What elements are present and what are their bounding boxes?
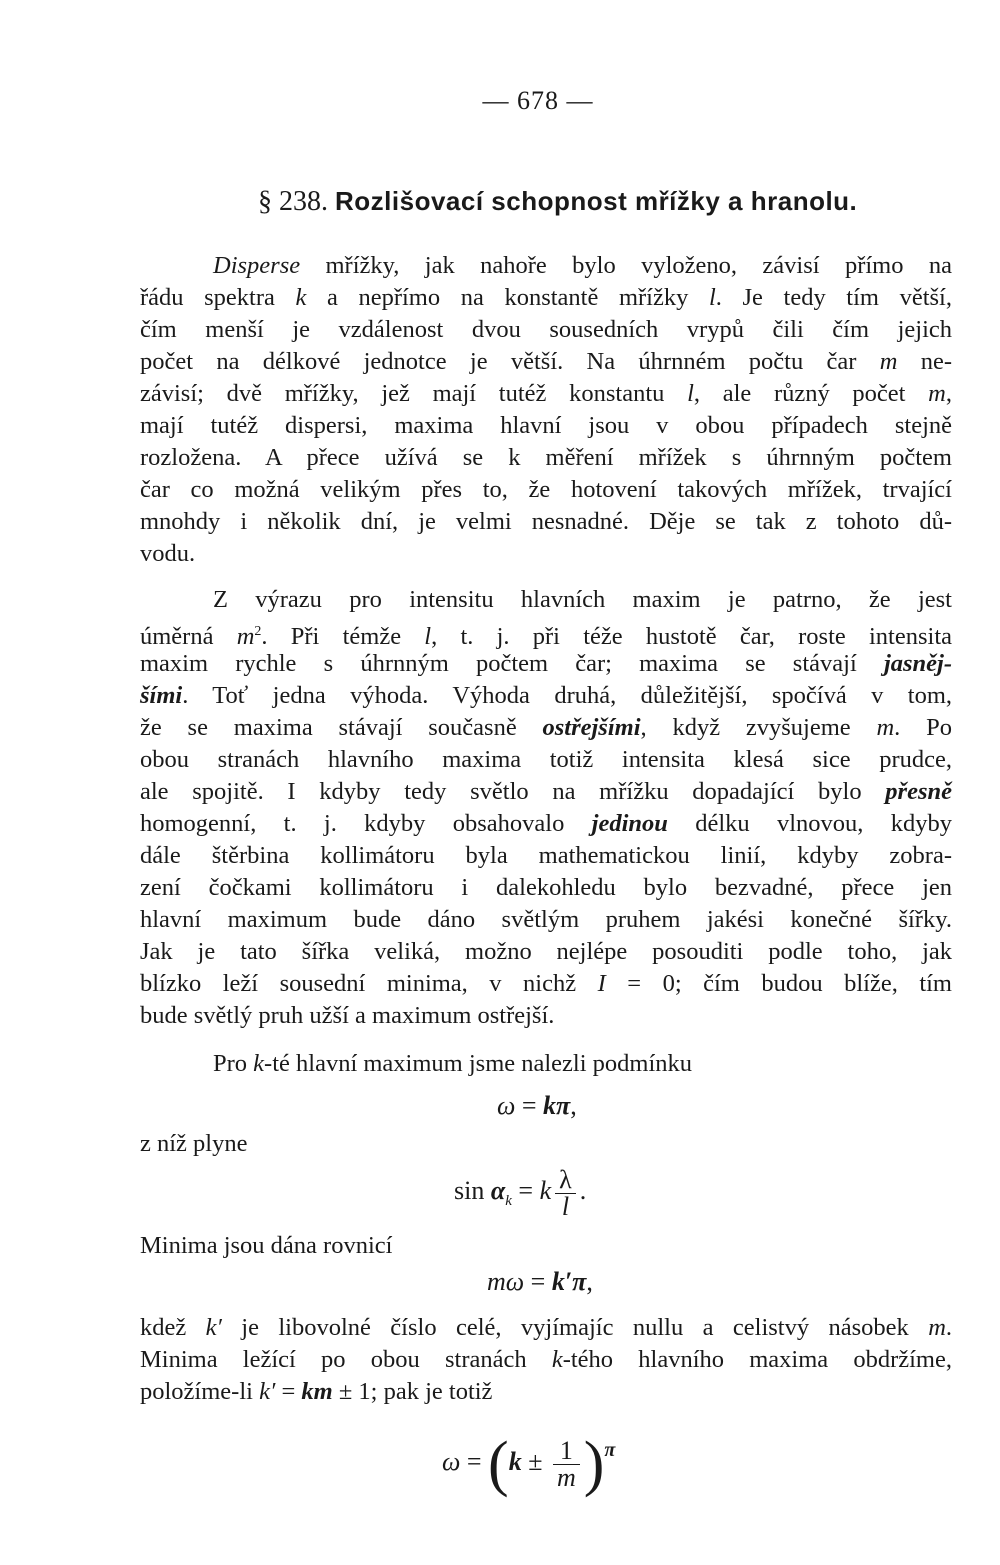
math-variable: m	[928, 380, 946, 407]
text-span: závisí; dvě mřížky, jež mají tutéž konstantu	[140, 380, 688, 407]
text-span: ,	[945, 380, 952, 407]
text-span: homogenní, t. j. kdyby obsahovalo	[140, 810, 592, 837]
emphasis: jasněj-	[883, 650, 952, 677]
equals-sign: =	[524, 1267, 552, 1296]
sin-function: sin	[454, 1176, 491, 1205]
equation-m-omega	[487, 1266, 593, 1298]
fraction	[553, 1435, 580, 1492]
text-span: = 0; čím budou blíže, tím	[605, 970, 952, 997]
math-variable: l	[708, 284, 716, 311]
equation-sin-alpha	[454, 1158, 586, 1224]
emphasis: šími	[140, 682, 183, 709]
text-line: Minima jsou dána rovnicí	[140, 1232, 393, 1259]
section-number: § 238.	[258, 186, 328, 217]
text-span: blízko leží sousední minima, v nichž	[140, 970, 598, 997]
text-line: mnohdy i několik dní, je velmi nesnadné. Děje se tak z tohoto dů-	[140, 508, 952, 535]
text-span: je libovolné číslo celé, vyjímajíc nullu a celistvý násobek	[221, 1314, 929, 1341]
equals-sign: =	[515, 1091, 544, 1120]
math-variable: ω	[497, 1091, 516, 1120]
fraction	[555, 1164, 576, 1221]
text-line: Z výrazu pro intensitu hlavních maxim je patrno, že jest	[213, 586, 952, 613]
emphasis: přesně	[885, 778, 952, 805]
math-variable: m	[928, 1314, 946, 1341]
text-span: ale spojitě. I kdyby tedy světlo na mřížku dopadající bylo	[140, 778, 886, 805]
text-line	[140, 808, 952, 840]
text-span: Pro	[213, 1050, 254, 1077]
math-variable: l	[424, 623, 432, 651]
text-span: .	[945, 1314, 953, 1341]
text-span: řádu spektra	[140, 284, 296, 311]
text-span: =	[275, 1378, 302, 1405]
text-line: dále štěrbina kollimátoru byla mathematickou linií, kdyby zobra-	[140, 842, 952, 869]
text-span: počet na délkové jednotce je větší. Na úhrnném počtu čar	[140, 348, 880, 375]
text-span: Minima ležící po obou stranách	[140, 1346, 552, 1373]
math-variable: l	[687, 380, 694, 407]
text-span: a nepřímo na konstantě mřížky	[306, 284, 709, 311]
math-variable: k′	[205, 1314, 222, 1341]
punctuation: ,	[570, 1091, 577, 1120]
subscript: k	[505, 1193, 512, 1210]
text-span: . Je tedy tím větší,	[715, 284, 952, 311]
text-line	[140, 648, 952, 680]
text-span: , když zvyšujeme	[640, 714, 877, 741]
math-variable: k	[253, 1050, 265, 1077]
math-variable: k′	[259, 1378, 276, 1405]
text-line	[140, 776, 952, 808]
math-variable: kπ	[543, 1091, 571, 1120]
text-line	[140, 616, 953, 651]
text-span: ne-	[897, 348, 952, 375]
text-span: ± 1; pak je totiž	[332, 1378, 493, 1405]
math-variable: α	[490, 1176, 506, 1205]
math-variable: k	[295, 284, 307, 311]
math-variable: I	[597, 970, 606, 997]
punctuation: ,	[586, 1267, 593, 1296]
text-span: . Toť jedna výhoda. Výhoda druhá, důležitější, spočívá v tom,	[182, 682, 952, 709]
page-number: — 678 —	[482, 86, 594, 115]
text-line: bude světlý pruh užší a maximum ostřejší.	[140, 1002, 555, 1029]
text-line	[140, 378, 952, 410]
math-variable: π	[604, 1439, 616, 1461]
text-line	[140, 346, 952, 378]
math-variable: k′π	[551, 1267, 587, 1296]
text-line: vodu.	[140, 540, 196, 567]
fraction-numerator: λ	[559, 1164, 572, 1194]
text-line	[140, 1376, 952, 1408]
equals-sign: =	[511, 1176, 540, 1205]
text-span: , ale různý počet	[693, 380, 929, 407]
text-line	[140, 712, 952, 744]
text-span: . Při témže	[261, 623, 425, 651]
text-line: z níž plyne	[140, 1130, 248, 1157]
section-heading	[258, 186, 958, 218]
punctuation: .	[579, 1176, 587, 1205]
text-line	[213, 1048, 952, 1080]
text-line: obou stranách hlavního maxima totiž intensita klesá sice prudce,	[140, 746, 952, 773]
text-line: čar co možná velikým přes to, že hotovení takových mřížek, trvající	[140, 476, 952, 503]
math-variable: km	[301, 1378, 333, 1405]
text-line: mají tutéž dispersi, maxima hlavní jsou v obou případech stejně	[140, 412, 952, 439]
plus-minus-sign: ±	[521, 1447, 549, 1476]
emphasis: jedinou	[591, 810, 668, 837]
math-variable: m	[876, 714, 895, 741]
equation-omega-kpi	[497, 1090, 577, 1122]
equals-sign: =	[460, 1447, 489, 1476]
text-span: maxim rychle s úhrnným počtem čar; maxima se stávají	[140, 650, 884, 677]
math-variable: m	[879, 348, 898, 375]
text-line	[213, 250, 952, 282]
text-span: . Po	[894, 714, 952, 741]
text-span: -tého hlavního maxima obdržíme,	[562, 1346, 952, 1373]
math-variable: ω	[442, 1447, 461, 1476]
math-variable: mω	[487, 1267, 525, 1296]
text-line	[140, 1312, 952, 1344]
text-line: zení čočkami kollimátoru i dalekohledu bylo bezvadné, přece jen	[140, 874, 952, 901]
fraction-denominator: m	[553, 1464, 580, 1491]
text-span: položíme-li	[140, 1378, 260, 1405]
text-line: čím menší je vzdálenost dvou sousedních vrypů čili čím jejich	[140, 316, 952, 343]
text-line: hlavní maximum bude dáno světlým pruhem jakési konečné šířky.	[140, 906, 952, 933]
text-span: že se maxima stávají současně	[140, 714, 543, 741]
text-line: Jak je tato šířka veliká, možno nejlépe posouditi podle toho, jak	[140, 938, 952, 965]
text-line	[140, 282, 952, 314]
section-title: Rozlišovací schopnost mřížky a hranolu.	[335, 186, 858, 216]
right-parenthesis: )	[583, 1430, 605, 1499]
math-variable: m	[236, 623, 255, 651]
emphasis: ostřejšími	[542, 714, 641, 741]
math-variable: k	[551, 1346, 563, 1373]
text-line	[140, 1344, 952, 1376]
text-span: mřížky, jak nahoře bylo vyloženo, závisí přímo na	[300, 252, 952, 279]
text-span: kdež	[140, 1314, 206, 1341]
left-parenthesis: (	[488, 1430, 509, 1499]
fraction-numerator: 1	[559, 1435, 573, 1465]
fraction-denominator: l	[555, 1193, 576, 1220]
text-span: úměrná	[140, 623, 237, 651]
equation-omega-final	[442, 1412, 616, 1499]
text-line	[140, 680, 952, 712]
text-span: , t. j. při téže hustotě čar, roste intensita	[431, 623, 953, 651]
math-variable: k	[539, 1176, 552, 1205]
italic-term: Disperse	[213, 252, 301, 279]
text-line: rozložena. A přece užívá se k měření mřížek s úhrnným počtem	[140, 444, 952, 471]
math-variable: k	[508, 1447, 522, 1476]
text-span: -té hlavní maximum jsme nalezli podmínku	[264, 1050, 693, 1077]
superscript: 2	[254, 624, 262, 639]
text-span: délku vlnovou, kdyby	[667, 810, 952, 837]
text-line	[140, 968, 952, 1000]
